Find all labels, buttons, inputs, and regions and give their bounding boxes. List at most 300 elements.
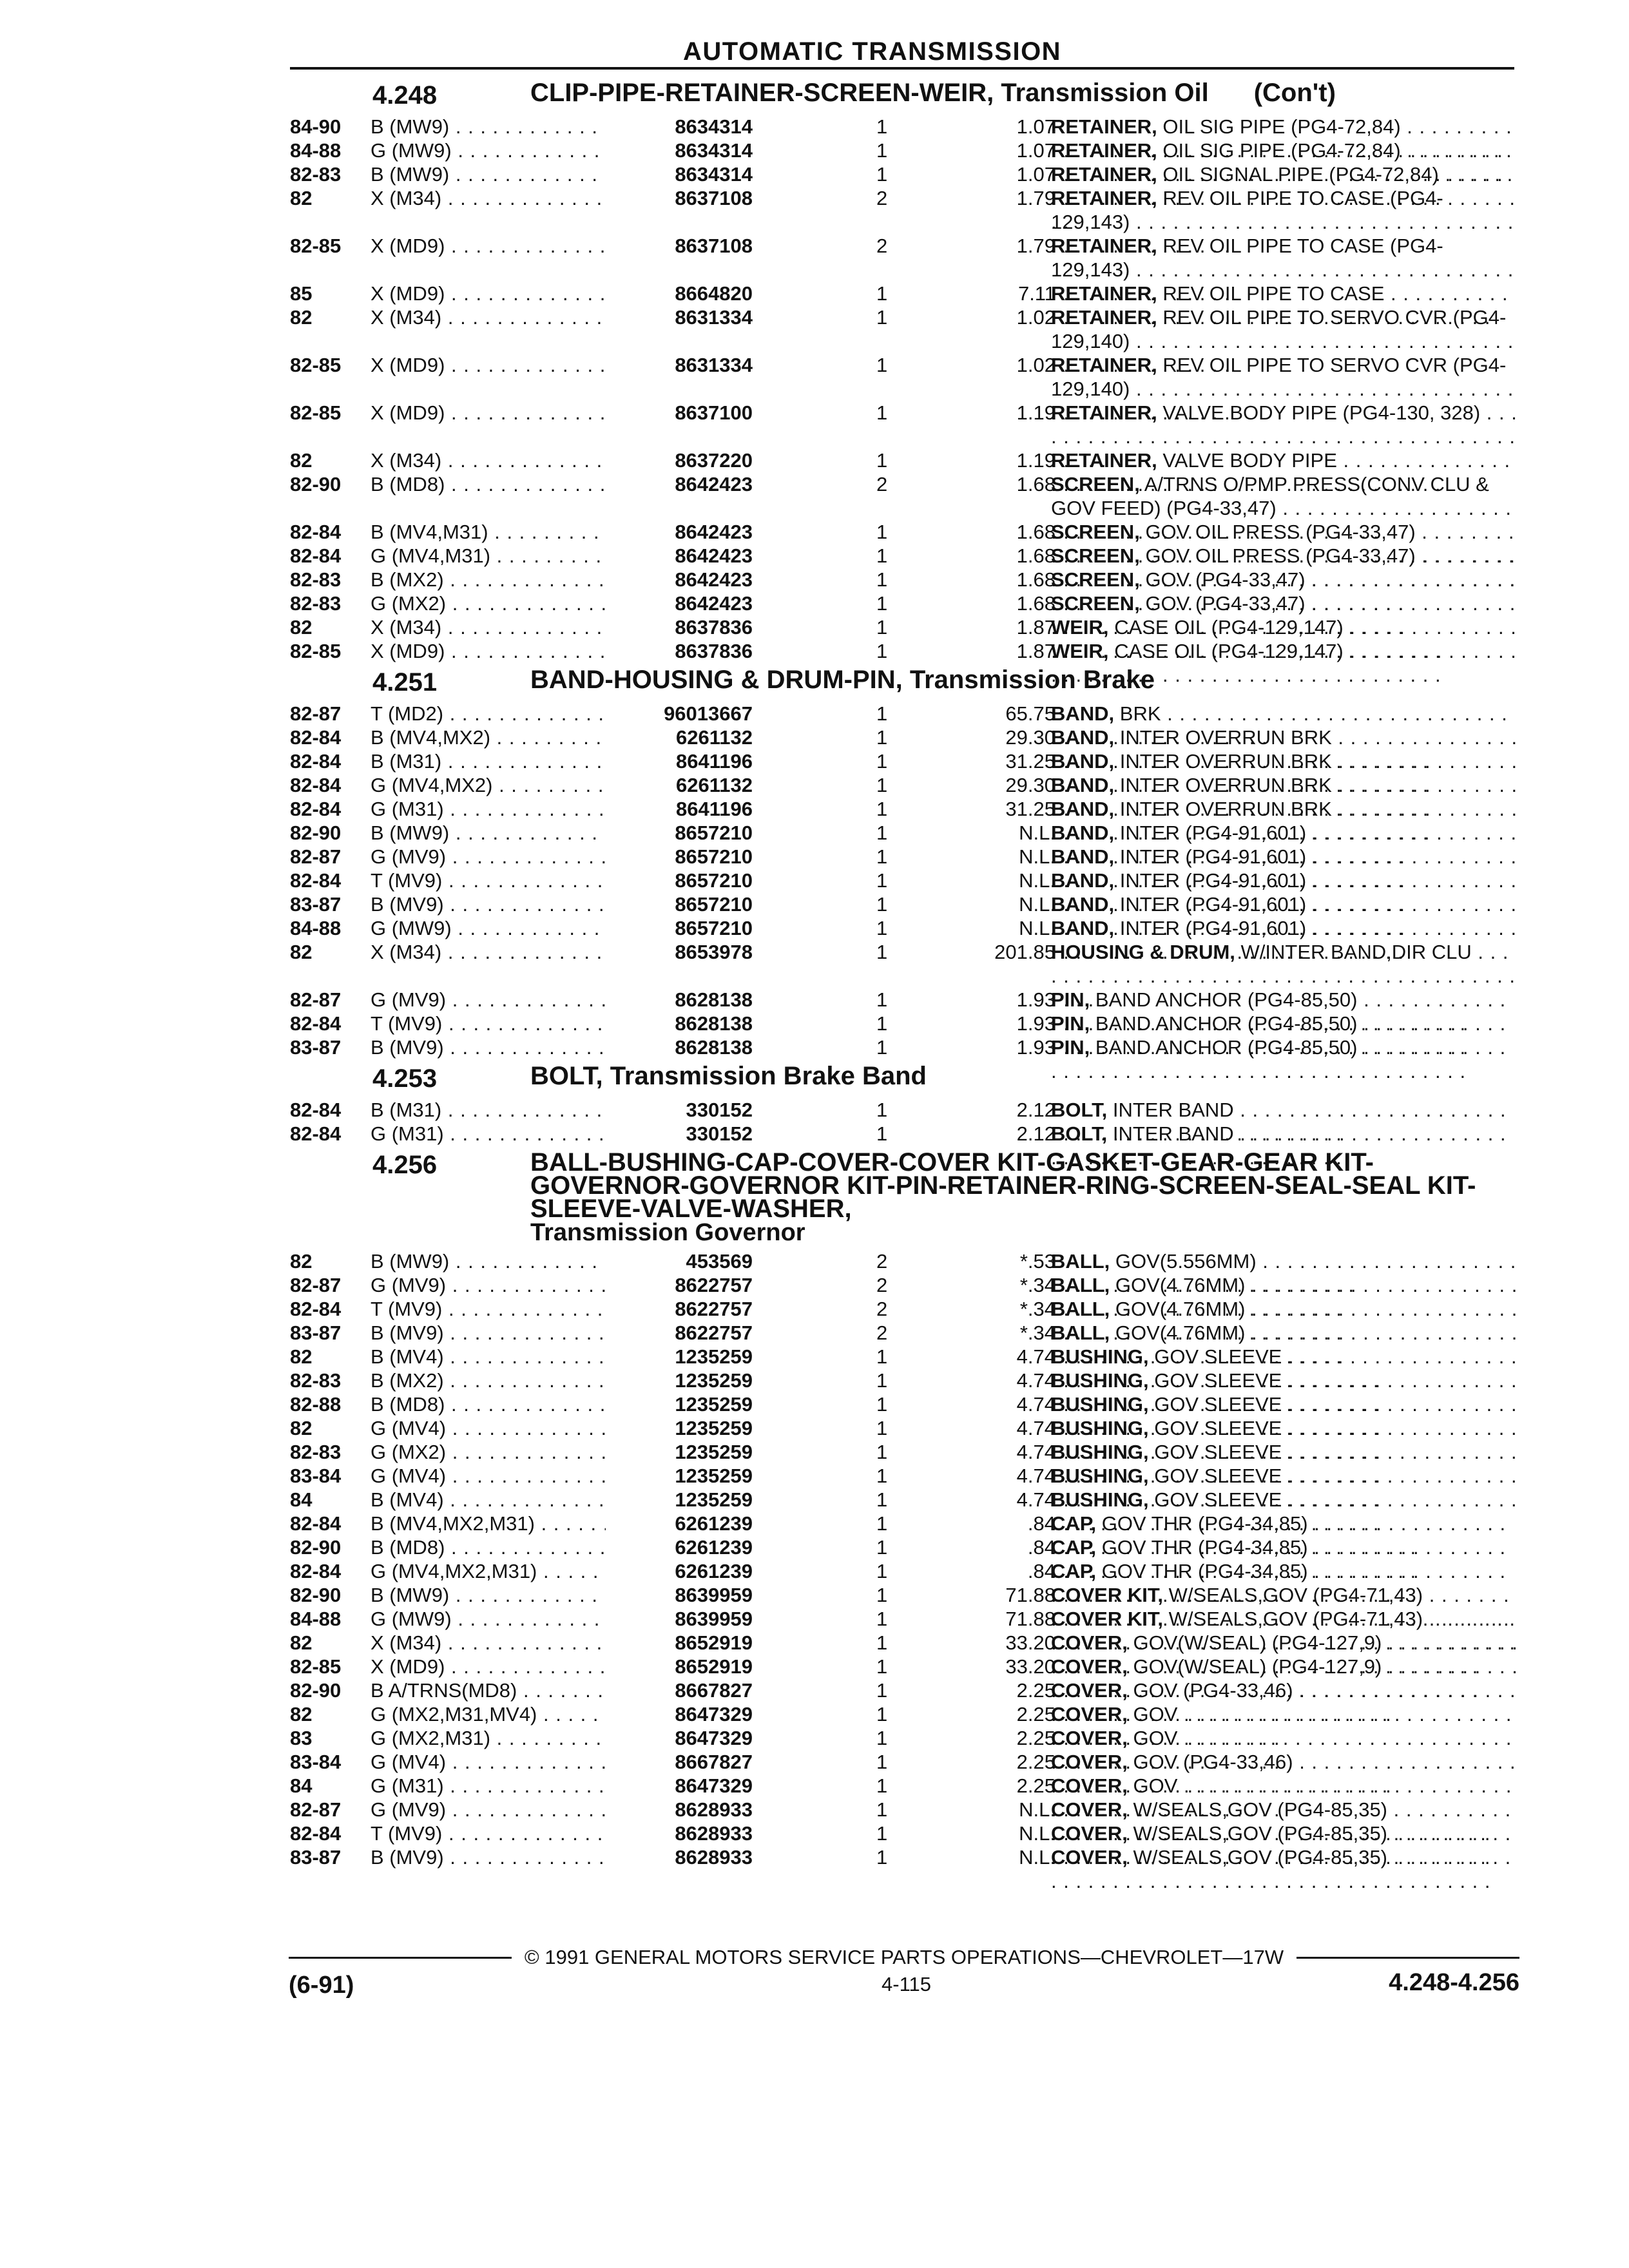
part-row bbox=[289, 615, 1519, 639]
vehicle-model-text: X (M34) bbox=[371, 306, 442, 329]
model-years: 82-84 bbox=[290, 750, 342, 773]
vehicle-model-text: G (MX2,M31) bbox=[371, 1727, 491, 1749]
vehicle-model bbox=[371, 520, 606, 544]
part-number: 8664820 bbox=[675, 282, 753, 305]
model-years: 84-88 bbox=[290, 1608, 342, 1630]
part-number: 8641196 bbox=[676, 750, 753, 773]
vehicle-model-text: G (MV9) bbox=[371, 1798, 447, 1821]
model-years: 82-85 bbox=[290, 401, 342, 424]
vehicle-model-text: X (M34) bbox=[371, 616, 442, 639]
part-row bbox=[289, 1774, 1519, 1798]
part-detail: REV OIL PIPE TO CASE (PG4-129,143) bbox=[1051, 187, 1443, 233]
model-years: 84-90 bbox=[290, 115, 342, 138]
part-number: 6261239 bbox=[675, 1560, 753, 1582]
quantity: 2 bbox=[876, 187, 888, 209]
part-row bbox=[289, 1559, 1519, 1583]
vehicle-model-text: B (MV9) bbox=[371, 1321, 444, 1344]
model-years: 82-88 bbox=[290, 1393, 342, 1416]
part-number: 330152 bbox=[686, 1099, 753, 1121]
part-row bbox=[289, 448, 1519, 472]
part-row bbox=[289, 1369, 1519, 1392]
part-detail: GOV(5.556MM) bbox=[1115, 1250, 1257, 1273]
part-detail: GOV bbox=[1133, 1727, 1178, 1749]
part-number: 453569 bbox=[686, 1250, 753, 1273]
quantity: 1 bbox=[876, 306, 888, 329]
vehicle-model bbox=[371, 1440, 606, 1464]
part-detail: W/SEALS,GOV (PG4-85,35) bbox=[1133, 1822, 1388, 1845]
model-years: 82 bbox=[290, 1417, 313, 1439]
part-number: 8657210 bbox=[675, 845, 753, 868]
price: .84 bbox=[1027, 1536, 1055, 1559]
price: 1.07 bbox=[1016, 139, 1055, 162]
price: 4.74 bbox=[1016, 1369, 1055, 1392]
part-detail: GOV SLEEVE bbox=[1154, 1441, 1282, 1463]
quantity: 1 bbox=[876, 774, 888, 796]
vehicle-model bbox=[371, 1535, 606, 1559]
part-detail: INTER BAND bbox=[1112, 1122, 1234, 1145]
part-detail: GOV SLEEVE bbox=[1154, 1488, 1282, 1511]
price: N.L. bbox=[1019, 1846, 1055, 1869]
price: 33.20 bbox=[1005, 1655, 1055, 1678]
part-name: SCREEN, bbox=[1051, 473, 1140, 495]
part-number: 8647329 bbox=[675, 1703, 753, 1725]
vehicle-model bbox=[371, 639, 606, 663]
model-years: 82-90 bbox=[290, 1536, 342, 1559]
quantity: 1 bbox=[876, 893, 888, 916]
quantity: 1 bbox=[876, 1441, 888, 1463]
part-name: BUSHING, bbox=[1051, 1369, 1149, 1392]
part-name: SCREEN, bbox=[1051, 568, 1140, 591]
part-detail: W/SEALS,GOV (PG4-85,35) bbox=[1133, 1798, 1388, 1821]
part-number: 8637836 bbox=[675, 616, 753, 639]
part-number: 8628933 bbox=[675, 1822, 753, 1845]
footer-date: (6-91) bbox=[289, 1972, 354, 1999]
vehicle-model-text: T (MV9) bbox=[371, 1012, 443, 1035]
quantity: 1 bbox=[876, 1584, 888, 1606]
part-name: BAND, bbox=[1051, 869, 1115, 892]
quantity: 1 bbox=[876, 449, 888, 472]
part-number: 8647329 bbox=[675, 1727, 753, 1749]
part-detail: GOV OIL PRESS (PG4-33,47) bbox=[1145, 544, 1416, 567]
vehicle-model bbox=[371, 988, 606, 1012]
vehicle-model-text: B (MV9) bbox=[371, 1036, 444, 1059]
price: 1.07 bbox=[1016, 163, 1055, 186]
part-name: BAND, bbox=[1051, 702, 1115, 725]
part-row bbox=[289, 916, 1519, 940]
part-row bbox=[289, 1098, 1519, 1122]
part-name: SCREEN, bbox=[1051, 592, 1140, 615]
part-name: COVER, bbox=[1051, 1822, 1128, 1845]
vehicle-model-text: B (MX2) bbox=[371, 1369, 444, 1392]
page-footer bbox=[289, 1946, 1519, 2001]
footer-page-number: 4-115 bbox=[882, 1973, 931, 1995]
vehicle-model-text: X (MD9) bbox=[371, 282, 445, 305]
part-number: 8634314 bbox=[675, 115, 753, 138]
price: 4.74 bbox=[1016, 1345, 1055, 1368]
price: 1.68 bbox=[1016, 568, 1055, 591]
price: 1.79 bbox=[1016, 235, 1055, 257]
part-name: BAND, bbox=[1051, 726, 1115, 749]
part-detail: INTER OVERRUN BRK bbox=[1119, 798, 1332, 820]
vehicle-model bbox=[371, 845, 606, 869]
model-years: 82-84 bbox=[290, 798, 342, 820]
part-detail: BAND ANCHOR (PG4-85,50) bbox=[1095, 1036, 1358, 1059]
vehicle-model-text: X (MD9) bbox=[371, 235, 445, 257]
part-name: RETAINER, bbox=[1051, 187, 1157, 209]
part-number: 6261239 bbox=[675, 1512, 753, 1535]
price: 29.30 bbox=[1005, 726, 1055, 749]
model-years: 82-84 bbox=[290, 869, 342, 892]
part-row bbox=[289, 305, 1519, 353]
vehicle-model-text: B (MD8) bbox=[371, 473, 445, 495]
part-detail: INTER (PG4-91,601) bbox=[1119, 893, 1307, 916]
section-number: 4.248 bbox=[372, 81, 438, 110]
part-number: 8647329 bbox=[675, 1774, 753, 1797]
part-description bbox=[1051, 1845, 1518, 1893]
vehicle-model bbox=[371, 1750, 606, 1774]
price: 71.88 bbox=[1005, 1584, 1055, 1606]
part-name: CAP, bbox=[1051, 1512, 1097, 1535]
part-number: 1235259 bbox=[675, 1441, 753, 1463]
price: 2.25 bbox=[1016, 1751, 1055, 1773]
model-years: 83-87 bbox=[290, 1321, 342, 1344]
vehicle-model-text: X (M34) bbox=[371, 941, 442, 963]
vehicle-model-text: B (M31) bbox=[371, 1099, 442, 1121]
vehicle-model-text: B (MV4) bbox=[371, 1488, 444, 1511]
footer-copyright-line bbox=[289, 1946, 1519, 1969]
part-number: 8637108 bbox=[675, 235, 753, 257]
part-row bbox=[289, 1655, 1519, 1678]
part-name: COVER, bbox=[1051, 1679, 1128, 1702]
part-number: 1235259 bbox=[675, 1393, 753, 1416]
part-number: 6261132 bbox=[676, 726, 753, 749]
part-number: 8628138 bbox=[675, 1036, 753, 1059]
price: *.34 bbox=[1019, 1321, 1055, 1344]
vehicle-model bbox=[371, 916, 606, 940]
price: 4.74 bbox=[1016, 1441, 1055, 1463]
part-row bbox=[289, 845, 1519, 869]
price: 2.25 bbox=[1016, 1774, 1055, 1797]
part-row bbox=[289, 162, 1519, 186]
part-number: 8637100 bbox=[675, 401, 753, 424]
vehicle-model-text: B (MW9) bbox=[371, 1250, 450, 1273]
vehicle-model-text: B (MV9) bbox=[371, 893, 444, 916]
vehicle-model-text: B (MV4,MX2) bbox=[371, 726, 491, 749]
part-row bbox=[289, 115, 1519, 139]
part-name: RETAINER, bbox=[1051, 163, 1157, 186]
part-detail: W/SEALS,GOV (PG4-71,43) bbox=[1168, 1608, 1423, 1630]
model-years: 84-88 bbox=[290, 917, 342, 939]
model-years: 82-90 bbox=[290, 1679, 342, 1702]
model-years: 82-85 bbox=[290, 1655, 342, 1678]
price: 2.12 bbox=[1016, 1122, 1055, 1145]
part-number: 8628138 bbox=[675, 988, 753, 1011]
part-row bbox=[289, 702, 1519, 726]
vehicle-model bbox=[371, 1012, 606, 1035]
vehicle-model-text: G (MX2,M31,MV4) bbox=[371, 1703, 537, 1725]
part-detail: W/INTER BAND,DIR CLU bbox=[1240, 941, 1472, 963]
vehicle-model-text: G (MW9) bbox=[371, 917, 452, 939]
part-number: 8637108 bbox=[675, 187, 753, 209]
part-row bbox=[289, 472, 1519, 520]
price: 4.74 bbox=[1016, 1465, 1055, 1487]
price: N.L. bbox=[1019, 893, 1055, 916]
part-detail: OIL SIG PIPE (PG4-72,84) bbox=[1162, 139, 1401, 162]
part-name: BUSHING, bbox=[1051, 1393, 1149, 1416]
model-years: 82-84 bbox=[290, 1298, 342, 1320]
vehicle-model bbox=[371, 869, 606, 892]
part-name: SCREEN, bbox=[1051, 544, 1140, 567]
price: 1.19 bbox=[1016, 401, 1055, 424]
part-row bbox=[289, 1845, 1519, 1869]
part-name: BALL, bbox=[1051, 1298, 1110, 1320]
model-years: 82-87 bbox=[290, 988, 342, 1011]
part-name: BUSHING, bbox=[1051, 1465, 1149, 1487]
vehicle-model bbox=[371, 1631, 606, 1655]
title-rule bbox=[290, 67, 1514, 70]
part-row bbox=[289, 1249, 1519, 1273]
vehicle-model-text: B (MD8) bbox=[371, 1536, 445, 1559]
vehicle-model bbox=[371, 1249, 606, 1273]
part-detail: GOV THR (PG4-34,85) bbox=[1101, 1536, 1308, 1559]
part-name: RETAINER, bbox=[1051, 306, 1157, 329]
quantity: 1 bbox=[876, 163, 888, 186]
price: 1.19 bbox=[1016, 449, 1055, 472]
vehicle-model-text: G (MV4) bbox=[371, 1417, 447, 1439]
quantity: 1 bbox=[876, 115, 888, 138]
part-detail: GOV (PG4-33,47) bbox=[1145, 568, 1306, 591]
price: *.34 bbox=[1019, 1298, 1055, 1320]
part-name: COVER KIT, bbox=[1051, 1608, 1163, 1630]
model-years: 82-84 bbox=[290, 1122, 342, 1145]
price: 2.12 bbox=[1016, 1099, 1055, 1121]
part-row bbox=[289, 186, 1519, 234]
part-detail: VALVE BODY PIPE (PG4-130, 328) bbox=[1162, 401, 1481, 424]
part-number: 8652919 bbox=[675, 1631, 753, 1654]
vehicle-model bbox=[371, 940, 606, 964]
model-years: 82-83 bbox=[290, 163, 342, 186]
part-number: 8622757 bbox=[675, 1274, 753, 1296]
vehicle-model-text: G (MV4,M31) bbox=[371, 544, 491, 567]
quantity: 1 bbox=[876, 1679, 888, 1702]
vehicle-model-text: G (MW9) bbox=[371, 139, 452, 162]
part-number: 8642423 bbox=[675, 568, 753, 591]
part-name: RETAINER, bbox=[1051, 115, 1157, 138]
quantity: 1 bbox=[876, 1417, 888, 1439]
part-row bbox=[289, 1464, 1519, 1488]
vehicle-model bbox=[371, 1798, 606, 1821]
part-detail: REV OIL PIPE TO SERVO CVR (PG4-129,140) bbox=[1051, 306, 1507, 352]
model-years: 82 bbox=[290, 1703, 313, 1725]
quantity: 1 bbox=[876, 1560, 888, 1582]
price: 1.02 bbox=[1016, 354, 1055, 376]
vehicle-model-text: B (MV9) bbox=[371, 1846, 444, 1869]
vehicle-model bbox=[371, 305, 606, 329]
quantity: 1 bbox=[876, 726, 888, 749]
vehicle-model bbox=[371, 353, 606, 377]
part-detail: W/SEALS,GOV (PG4-71,43) bbox=[1168, 1584, 1423, 1606]
quantity: 1 bbox=[876, 1774, 888, 1797]
part-row bbox=[289, 1726, 1519, 1750]
part-number: 8631334 bbox=[675, 354, 753, 376]
model-years: 83-87 bbox=[290, 1846, 342, 1869]
page-title: AUTOMATIC TRANSMISSION bbox=[683, 37, 1062, 66]
price: 29.30 bbox=[1005, 774, 1055, 796]
quantity: 1 bbox=[876, 750, 888, 773]
quantity: 1 bbox=[876, 1122, 888, 1145]
vehicle-model bbox=[371, 1488, 606, 1512]
model-years: 82 bbox=[290, 941, 313, 963]
part-row bbox=[289, 773, 1519, 797]
quantity: 1 bbox=[876, 282, 888, 305]
model-years: 82-84 bbox=[290, 1512, 342, 1535]
part-name: BAND, bbox=[1051, 917, 1115, 939]
vehicle-model-text: T (MV9) bbox=[371, 869, 443, 892]
price: 1.02 bbox=[1016, 306, 1055, 329]
part-number: 6261239 bbox=[675, 1536, 753, 1559]
section-number: 4.256 bbox=[372, 1151, 438, 1179]
vehicle-model bbox=[371, 1726, 606, 1750]
part-detail: INTER OVERRUN BRK bbox=[1119, 774, 1332, 796]
part-number: 8657210 bbox=[675, 893, 753, 916]
model-years: 84-88 bbox=[290, 139, 342, 162]
model-years: 82-84 bbox=[290, 1012, 342, 1035]
part-name: BAND, bbox=[1051, 845, 1115, 868]
vehicle-model bbox=[371, 1583, 606, 1607]
price: N.L. bbox=[1019, 1798, 1055, 1821]
vehicle-model bbox=[371, 1345, 606, 1369]
part-name: RETAINER, bbox=[1051, 235, 1157, 257]
part-row bbox=[289, 1607, 1519, 1631]
price: 1.68 bbox=[1016, 592, 1055, 615]
quantity: 1 bbox=[876, 1822, 888, 1845]
vehicle-model bbox=[371, 892, 606, 916]
part-name: BAND, bbox=[1051, 893, 1115, 916]
price: 71.88 bbox=[1005, 1608, 1055, 1630]
quantity: 1 bbox=[876, 616, 888, 639]
part-name: BUSHING, bbox=[1051, 1441, 1149, 1463]
price: 1.87 bbox=[1016, 616, 1055, 639]
part-number: 8667827 bbox=[675, 1751, 753, 1773]
part-detail: INTER (PG4-91,601) bbox=[1119, 845, 1307, 868]
vehicle-model bbox=[371, 591, 606, 615]
part-number: 8631334 bbox=[675, 306, 753, 329]
price: 2.25 bbox=[1016, 1727, 1055, 1749]
vehicle-model-text: G (MV4) bbox=[371, 1751, 447, 1773]
model-years: 84 bbox=[290, 1774, 313, 1797]
price: *.34 bbox=[1019, 1274, 1055, 1296]
quantity: 1 bbox=[876, 1369, 888, 1392]
vehicle-model bbox=[371, 448, 606, 472]
part-number: 8657210 bbox=[675, 917, 753, 939]
quantity: 1 bbox=[876, 1727, 888, 1749]
vehicle-model-text: X (MD9) bbox=[371, 640, 445, 662]
section-title-text: BOLT, Transmission Brake Band bbox=[530, 1062, 927, 1090]
part-detail: GOV(4.76MM) bbox=[1115, 1274, 1246, 1296]
part-row bbox=[289, 1678, 1519, 1702]
model-years: 83-84 bbox=[290, 1751, 342, 1773]
part-detail: INTER (PG4-91,601) bbox=[1119, 869, 1307, 892]
vehicle-model bbox=[371, 1098, 606, 1122]
part-detail: OIL SIGNAL PIPE (PG4-72,84) bbox=[1162, 163, 1439, 186]
part-detail: INTER BAND bbox=[1112, 1099, 1234, 1121]
price: 1.93 bbox=[1016, 988, 1055, 1011]
vehicle-model-text: T (MV9) bbox=[371, 1822, 443, 1845]
quantity: 1 bbox=[876, 1345, 888, 1368]
model-years: 85 bbox=[290, 282, 313, 305]
vehicle-model-text: G (M31) bbox=[371, 798, 444, 820]
quantity: 1 bbox=[876, 1703, 888, 1725]
vehicle-model-text: X (MD9) bbox=[371, 1655, 445, 1678]
quantity: 1 bbox=[876, 941, 888, 963]
part-row bbox=[289, 821, 1519, 845]
part-name: COVER, bbox=[1051, 1846, 1128, 1869]
price: 31.25 bbox=[1005, 798, 1055, 820]
vehicle-model bbox=[371, 472, 606, 496]
quantity: 1 bbox=[876, 822, 888, 844]
vehicle-model-text: G (MV9) bbox=[371, 1274, 447, 1296]
section-title-text: CLIP-PIPE-RETAINER-SCREEN-WEIR, Transmission Oil bbox=[530, 79, 1209, 107]
vehicle-model bbox=[371, 1655, 606, 1678]
model-years: 82-83 bbox=[290, 592, 342, 615]
vehicle-model-text: G (M31) bbox=[371, 1774, 444, 1797]
part-name: BAND, bbox=[1051, 822, 1115, 844]
footer-rule-left bbox=[289, 1957, 512, 1959]
part-detail: INTER OVERRUN BRK bbox=[1119, 726, 1332, 749]
part-number: 8637836 bbox=[675, 640, 753, 662]
quantity: 1 bbox=[876, 1655, 888, 1678]
section-header bbox=[289, 81, 1519, 110]
vehicle-model-text: B (MX2) bbox=[371, 568, 444, 591]
quantity: 1 bbox=[876, 702, 888, 725]
vehicle-model bbox=[371, 1321, 606, 1345]
price: 1.07 bbox=[1016, 115, 1055, 138]
vehicle-model-text: T (MD2) bbox=[371, 702, 444, 725]
part-number: 8657210 bbox=[675, 869, 753, 892]
vehicle-model-text: X (M34) bbox=[371, 449, 442, 472]
part-row bbox=[289, 1798, 1519, 1821]
vehicle-model bbox=[371, 234, 606, 258]
quantity: 1 bbox=[876, 1099, 888, 1121]
part-number: 1235259 bbox=[675, 1488, 753, 1511]
part-name: RETAINER, bbox=[1051, 354, 1157, 376]
quantity: 1 bbox=[876, 521, 888, 543]
part-name: PIN, bbox=[1051, 1036, 1090, 1059]
part-detail: GOV (PG4-33,46) bbox=[1133, 1679, 1293, 1702]
vehicle-model-text: B (MW9) bbox=[371, 163, 450, 186]
model-years: 82 bbox=[290, 306, 313, 329]
part-row bbox=[289, 1440, 1519, 1464]
model-years: 82-87 bbox=[290, 1274, 342, 1296]
model-years: 83 bbox=[290, 1727, 313, 1749]
vehicle-model-text: G (MV4,MX2) bbox=[371, 774, 493, 796]
price: 33.20 bbox=[1005, 1631, 1055, 1654]
parts-sections bbox=[289, 76, 1519, 1869]
model-years: 82 bbox=[290, 616, 313, 639]
price: 7.11 bbox=[1017, 282, 1055, 305]
quantity: 1 bbox=[876, 401, 888, 424]
model-years: 83-84 bbox=[290, 1465, 342, 1487]
vehicle-model-text: B (MV4) bbox=[371, 1345, 444, 1368]
part-description bbox=[1051, 1122, 1518, 1169]
vehicle-model bbox=[371, 1392, 606, 1416]
part-detail: GOV SLEEVE bbox=[1154, 1369, 1282, 1392]
part-name: CAP, bbox=[1051, 1560, 1097, 1582]
part-number: 8634314 bbox=[675, 139, 753, 162]
model-years: 82-84 bbox=[290, 726, 342, 749]
part-name: COVER, bbox=[1051, 1798, 1128, 1821]
part-row bbox=[289, 1488, 1519, 1512]
